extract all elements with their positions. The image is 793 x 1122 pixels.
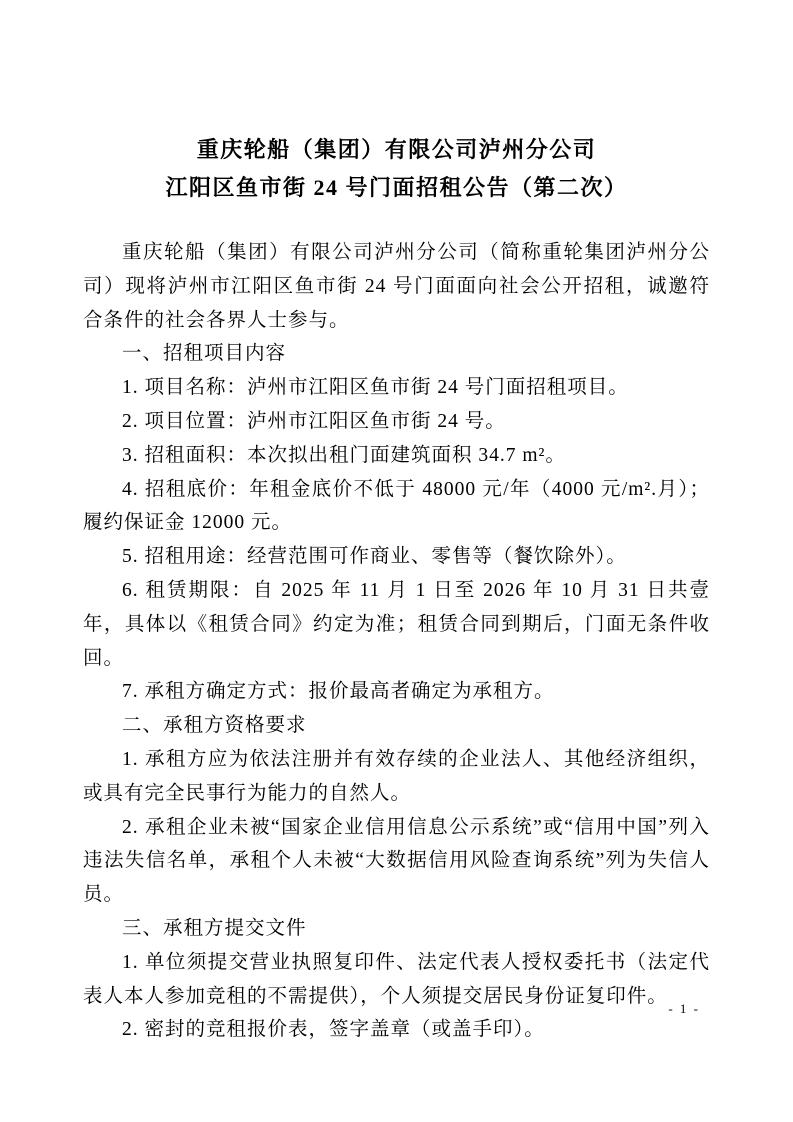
paragraph: 4. 招租底价：年租金底价不低于 48000 元/年（4000 元/m².月）；履约保证金 12000 元。	[83, 478, 710, 534]
paragraph: 5. 招租用途：经营范围可作商业、零售等（餐饮除外）。	[122, 546, 627, 568]
paragraph: 1. 单位须提交营业执照复印件、法定代表人授权委托书（法定代表人本人参加竞租的不需提供），个人须提交居民身份证复印件。	[83, 951, 710, 1007]
paragraph: 6. 租赁期限：自 2025 年 11 月 1 日至 2026 年 10 月 31 日共壹年，具体以《租赁合同》约定为准；租赁合同到期后，门面无条件收回。	[83, 579, 710, 669]
paragraph: 2. 密封的竞租报价表，签字盖章（或盖手印）。	[122, 1019, 545, 1041]
paragraph: 2. 承租企业未被“国家企业信用信息公示系统”或“信用中国”列入违法失信名单，承租个人未被“大数据信用风险查询系统”列为失信人员。	[83, 816, 710, 906]
paragraph: 一、招租项目内容	[122, 343, 287, 365]
paragraph: 三、承租方提交文件	[122, 917, 307, 939]
title-line-1: 重庆轮船（集团）有限公司泸州分公司	[196, 137, 597, 162]
document-body	[83, 236, 710, 1047]
paragraph: 7. 承租方确定方式：报价最高者确定为承租方。	[122, 681, 555, 703]
document-title	[83, 131, 710, 206]
paragraph: 3. 招租面积：本次拟出租门面建筑面积 34.7 m²。	[122, 444, 566, 466]
page-number: - 1 -	[668, 1001, 700, 1016]
paragraph: 重庆轮船（集团）有限公司泸州分公司（简称重轮集团泸州分公司）现将泸州市江阳区鱼市街 24 号门面面向社会公开招租，诚邀符合条件的社会各界人士参与。	[83, 242, 710, 331]
paragraph: 1. 项目名称：泸州市江阳区鱼市街 24 号门面招租项目。	[122, 377, 629, 399]
paragraph: 二、承租方资格要求	[122, 715, 307, 737]
paragraph: 2. 项目位置：泸州市江阳区鱼市街 24 号。	[122, 410, 506, 432]
paragraph: 1. 承租方应为依法注册并有效存续的企业法人、其他经济组织，或具有完全民事行为能力的自然人。	[83, 748, 710, 804]
title-line-2: 江阳区鱼市街 24 号门面招租公告（第二次）	[165, 174, 628, 200]
